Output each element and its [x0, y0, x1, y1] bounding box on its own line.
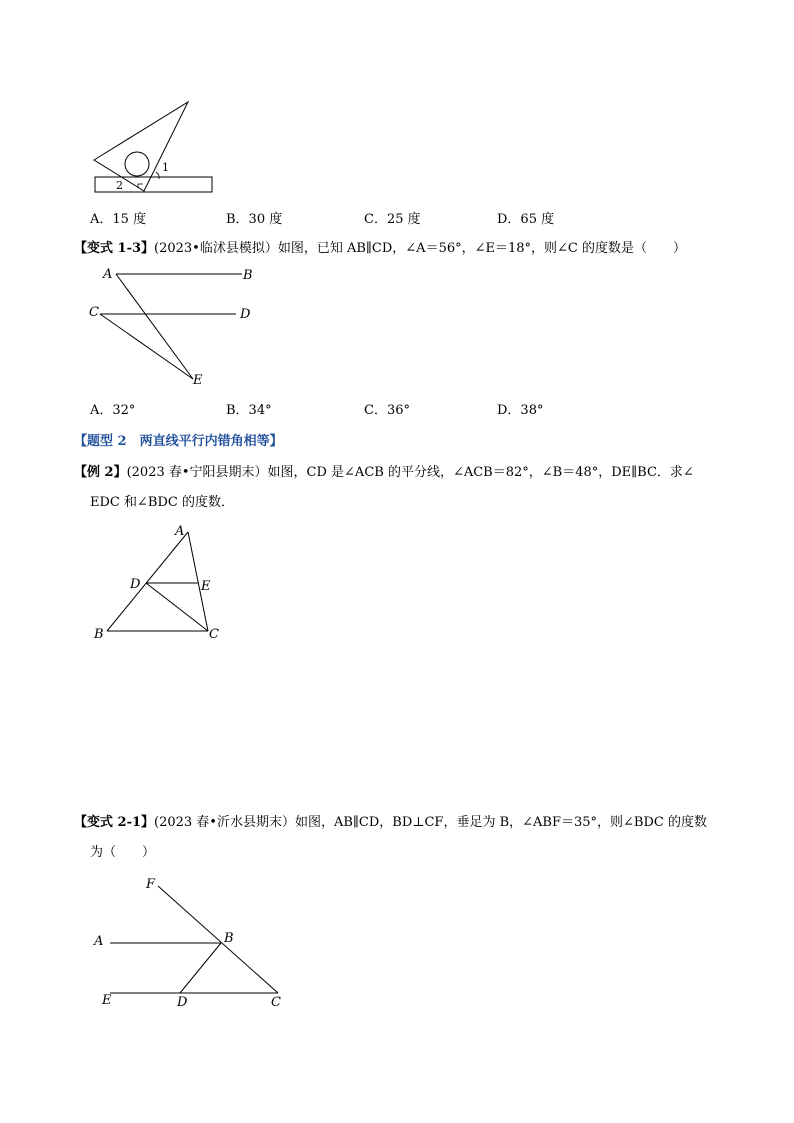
question-text-line1: (2023 春•沂水县期末）如图，AB∥CD，BD⊥CF，垂足为 B，∠ABF＝35°，则∠BDC 的度数 [154, 815, 707, 830]
point-d-label: D [130, 577, 141, 592]
point-a-label: A [175, 524, 185, 539]
section-heading: 【题型 2 两直线平行内错角相等】 [74, 434, 283, 449]
example-tag: 【例 2】 [74, 465, 127, 480]
question-tag: 【变式 2-1】 [74, 815, 155, 830]
angle-2-label: 2 [116, 179, 123, 192]
triangle-figure [90, 520, 230, 645]
question-2-1 [74, 810, 707, 836]
point-b-label: B [224, 931, 234, 946]
angle-1-label: 1 [162, 161, 169, 174]
point-f-label: F [146, 877, 156, 892]
point-c-label: C [271, 995, 281, 1010]
point-b-label: B [243, 268, 253, 283]
option-a: A．15 度 [90, 212, 147, 227]
point-c-label: C [89, 305, 99, 320]
option-a: A．32° [90, 403, 136, 418]
option-b: B．30 度 [226, 212, 283, 227]
point-a-label: A [103, 267, 113, 282]
example-text-line1: (2023 春•宁阳县期末）如图，CD 是∠ACB 的平分线，∠ACB＝82°，∠B＝48°，DE∥BC．求∠ [126, 465, 694, 480]
triangle-ruler-figure [88, 98, 218, 198]
point-b-label: B [94, 627, 104, 642]
question-text-line2: 为（ ） [90, 845, 156, 860]
option-d: D．38° [497, 403, 544, 418]
point-d-label: D [240, 307, 251, 322]
point-e-label: E [102, 993, 112, 1008]
point-a-label: A [94, 934, 104, 949]
example-2 [74, 460, 694, 486]
point-e-label: E [193, 373, 203, 388]
option-c: C．36° [364, 403, 410, 418]
question-text: (2023•临沭县模拟）如图，已知 AB∥CD，∠A＝56°，∠E＝18°，则∠C 的度数是（ ） [154, 241, 687, 256]
question-tag: 【变式 1-3】 [74, 241, 155, 256]
question-1-3 [74, 236, 686, 262]
option-d: D．65 度 [497, 212, 555, 227]
point-c-label: C [209, 627, 219, 642]
point-e-label: E [201, 579, 211, 594]
example-text-line2: EDC 和∠BDC 的度数． [90, 495, 234, 510]
parallel-lines-figure-2 [86, 868, 296, 1018]
option-b: B．34° [226, 403, 272, 418]
parallel-lines-figure-1 [86, 262, 266, 392]
option-c: C．25 度 [364, 212, 421, 227]
point-d-label: D [177, 995, 188, 1010]
